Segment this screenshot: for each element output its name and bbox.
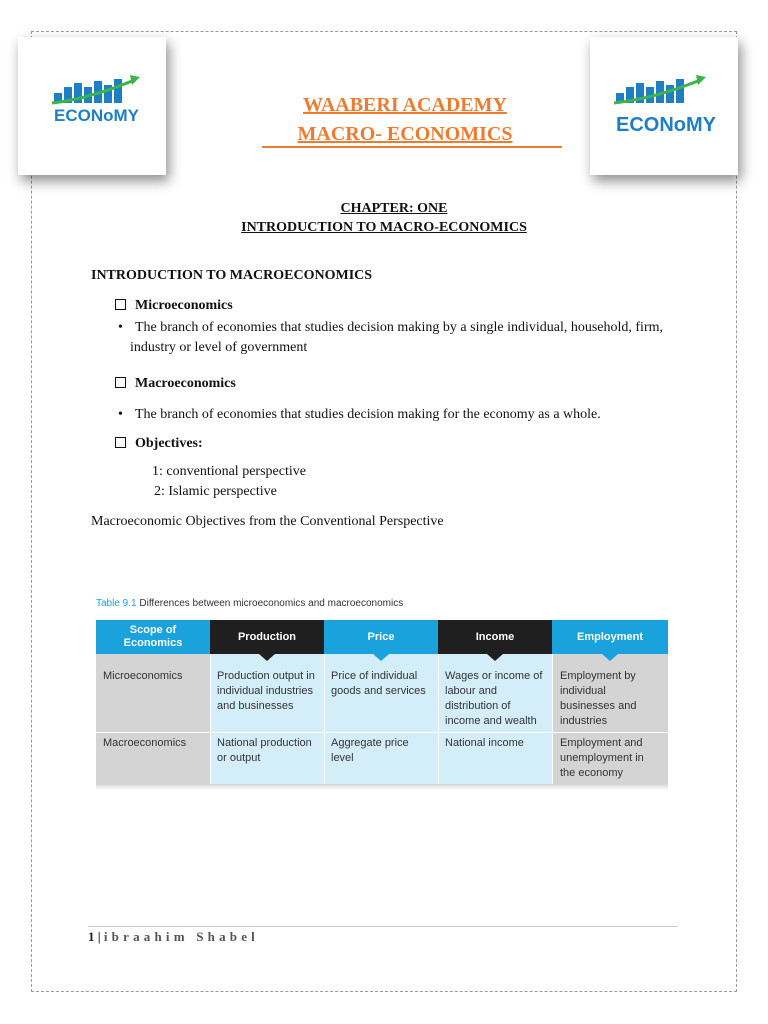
- table-header-price: Price: [324, 620, 438, 654]
- checkbox-bullet-icon: [115, 299, 126, 310]
- objectives-heading: Objectives:: [115, 436, 203, 452]
- conventional-caption: Macroeconomic Objectives from the Conventional Perspective: [91, 514, 444, 529]
- table-cell: Macroeconomics: [103, 737, 187, 749]
- comparison-table: [96, 620, 668, 788]
- checkbox-bullet-icon: [115, 377, 126, 388]
- course-title: MACRO- ECONOMICS: [297, 123, 513, 145]
- section-heading: INTRODUCTION TO MACROECONOMICS: [91, 268, 373, 283]
- page-footer: [88, 929, 259, 945]
- micro-heading: Microeconomics: [115, 298, 233, 314]
- footer-rule: [88, 926, 678, 927]
- footer-author: ibraahim Shabel: [103, 929, 259, 944]
- bullet-icon: •: [118, 320, 123, 335]
- table-cell: Wages or income of labour and distribution of income and wealth: [445, 670, 543, 727]
- table-header-production: Production: [210, 620, 324, 654]
- page-number: 1: [88, 929, 95, 944]
- table-cell: Employment and unemployment in the economy: [560, 737, 644, 779]
- svg-text:ECONoMY: ECONoMY: [54, 106, 139, 125]
- svg-text:ECONoMY: ECONoMY: [616, 114, 716, 136]
- title-rule: [262, 146, 562, 148]
- economy-logo-left: [18, 37, 166, 175]
- chapter-title: INTRODUCTION TO MACRO-ECONOMICS: [241, 220, 527, 235]
- table-cell: National production or output: [217, 737, 312, 764]
- academy-title: WAABERI ACADEMY: [303, 94, 507, 116]
- table-header-scope: Scope of Economics: [96, 620, 210, 654]
- objective-item: 1: conventional perspective: [152, 464, 306, 479]
- checkbox-bullet-icon: [115, 437, 126, 448]
- economy-logo-right: [590, 37, 738, 175]
- table-cell: Production output in individual industries and businesses: [217, 670, 315, 712]
- table-cell: Employment by individual businesses and industries: [560, 670, 637, 727]
- table-cell: Price of individual goods and services: [331, 670, 426, 697]
- table-caption: Table 9.1 Differences between microeconomics and macroeconomics: [96, 598, 404, 609]
- table-header-income: Income: [438, 620, 552, 654]
- footer-separator: |: [97, 929, 101, 944]
- table-header-employment: Employment: [552, 620, 668, 654]
- table-cell: Microeconomics: [103, 670, 183, 682]
- micro-definition: • The branch of economies that studies decision making by a single individual, household, firm, industry or level of government: [118, 320, 664, 355]
- bullet-icon: •: [118, 407, 123, 422]
- macro-heading: Macroeconomics: [115, 376, 236, 392]
- objective-item: 2: Islamic perspective: [154, 484, 277, 499]
- table-cell: Aggregate price level: [331, 737, 409, 764]
- macro-definition: • The branch of economies that studies decision making for the economy as a whole.: [118, 405, 678, 425]
- chapter-number: CHAPTER: ONE: [340, 201, 448, 216]
- table-cell: National income: [445, 737, 524, 749]
- page-border: [31, 31, 737, 992]
